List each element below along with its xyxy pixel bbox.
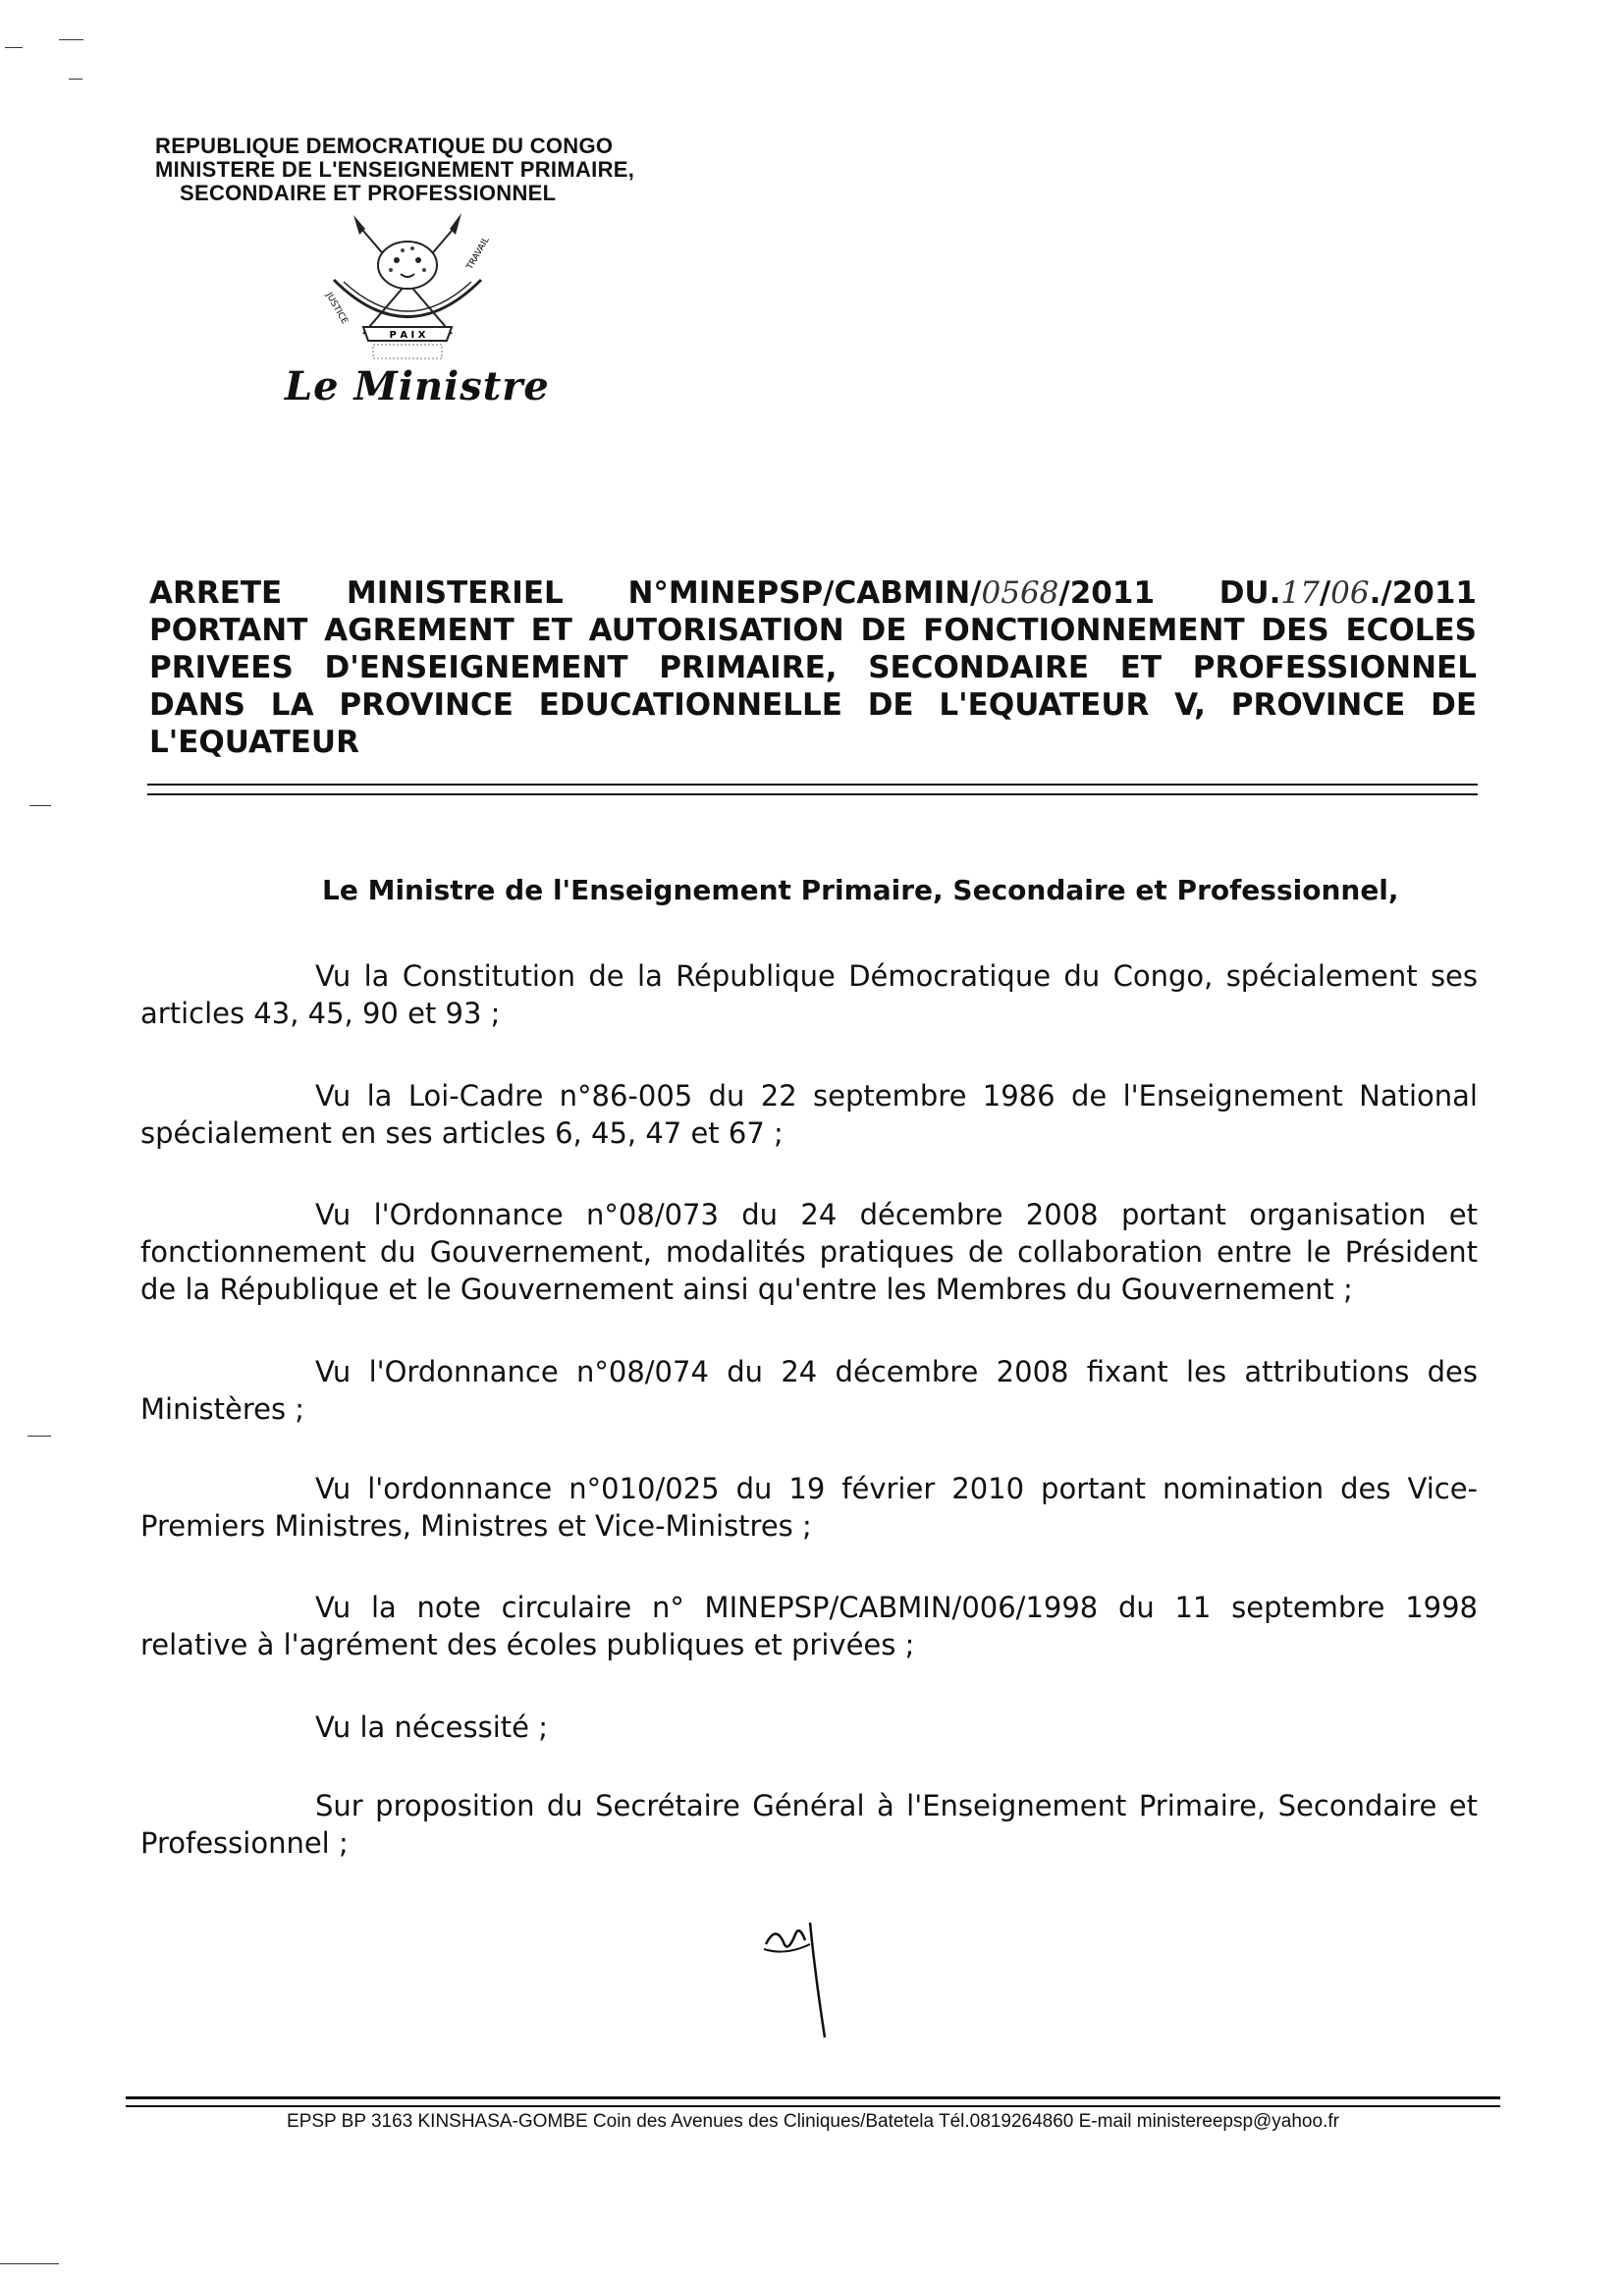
considerant-paragraph: Vu l'ordonnance n°010/025 du 19 février 2010 portant nomination des Vice-Premiers Ministres, Ministres et Vice-Ministres ; [140, 1472, 1478, 1543]
decree-title-row-3: PRIVEES D'ENSEIGNEMENT PRIMAIRE, SECONDAIRE ET PROFESSIONNEL [149, 650, 1477, 685]
considerant-paragraph: Vu la Constitution de la République Démocratique du Congo, spécialement ses articles 43, 45, 90 et 93 ; [140, 959, 1478, 1030]
minister-heading: Le Ministre de l'Enseignement Primaire, Secondaire et Professionnel, [322, 874, 1399, 906]
considerant-paragraph: Sur proposition du Secrétaire Général à l'Enseignement Primaire, Secondaire et Professionnel ; [140, 1789, 1478, 1860]
footer-divider [126, 2096, 1500, 2107]
handwritten-month: 06 [1330, 575, 1370, 611]
handwritten-decree-number: 0568 [981, 575, 1059, 611]
svg-text:P A I X: P A I X [389, 330, 426, 341]
handwritten-initials [756, 1915, 864, 2062]
decree-title-row-2: PORTANT AGREMENT ET AUTORISATION DE FONCTIONNEMENT DES ECOLES [149, 613, 1477, 648]
footer-address: EPSP BP 3163 KINSHASA-GOMBE Coin des Avenues des Cliniques/Batetela Tél.0819264860 E-mail ministereepsp@yahoo.fr [287, 2111, 1339, 2132]
country-name: REPUBLIQUE DEMOCRATIQUE DU CONGO [155, 134, 614, 158]
scan-speck [0, 2263, 59, 2264]
scan-speck [59, 39, 83, 40]
considerant-paragraph: Vu la nécessité ; [315, 1711, 548, 1744]
title-divider [147, 784, 1478, 795]
svg-text:JUSTICE: JUSTICE [323, 291, 350, 326]
decree-title-row-5: L'EQUATEUR [149, 725, 359, 760]
initials-signature-icon [756, 1915, 864, 2062]
scan-speck [29, 805, 51, 806]
leopard-shield-icon [304, 211, 511, 368]
handwritten-day: 17 [1280, 575, 1320, 611]
scan-speck [27, 1436, 51, 1437]
decree-title-row-4: DANS LA PROVINCE EDUCATIONNELLE DE L'EQUATEUR V, PROVINCE DE [149, 687, 1477, 723]
decree-title-row-1: ARRETE MINISTERIEL N°MINEPSP/CABMIN/0568/2011 DU.17/06./2011 [149, 575, 1477, 611]
ministry-name-continued: SECONDAIRE ET PROFESSIONNEL [180, 181, 557, 205]
svg-text:TRAVAIL: TRAVAIL [464, 235, 492, 272]
scan-speck [69, 79, 82, 80]
considerant-paragraph: Vu l'Ordonnance n°08/074 du 24 décembre 2008 fixant les attributions des Ministères ; [140, 1355, 1478, 1426]
considerant-paragraph: Vu la note circulaire n° MINEPSP/CABMIN/006/1998 du 11 septembre 1998 relative à l'agrément des écoles publiques et privées ; [140, 1591, 1478, 1661]
letterhead [155, 135, 842, 205]
coat-of-arms-emblem [304, 211, 511, 368]
decree-title [149, 574, 1477, 761]
minister-signature-title: Le Ministre [285, 363, 550, 409]
considerant-paragraph: Vu la Loi-Cadre n°86-005 du 22 septembre 1986 de l'Enseignement National spécialement en ses articles 6, 45, 47 et 67 ; [140, 1079, 1478, 1150]
considerant-paragraph: Vu l'Ordonnance n°08/073 du 24 décembre 2008 portant organisation et fonctionnement du Gouvernement, modalités pratiques de collaboration entre le Président de la République et le Gouvernement ainsi qu'entre les Membres du Gouvernement ; [140, 1198, 1478, 1306]
ministry-name: MINISTERE DE L'ENSEIGNEMENT PRIMAIRE, [155, 157, 635, 182]
scan-speck [5, 47, 23, 48]
